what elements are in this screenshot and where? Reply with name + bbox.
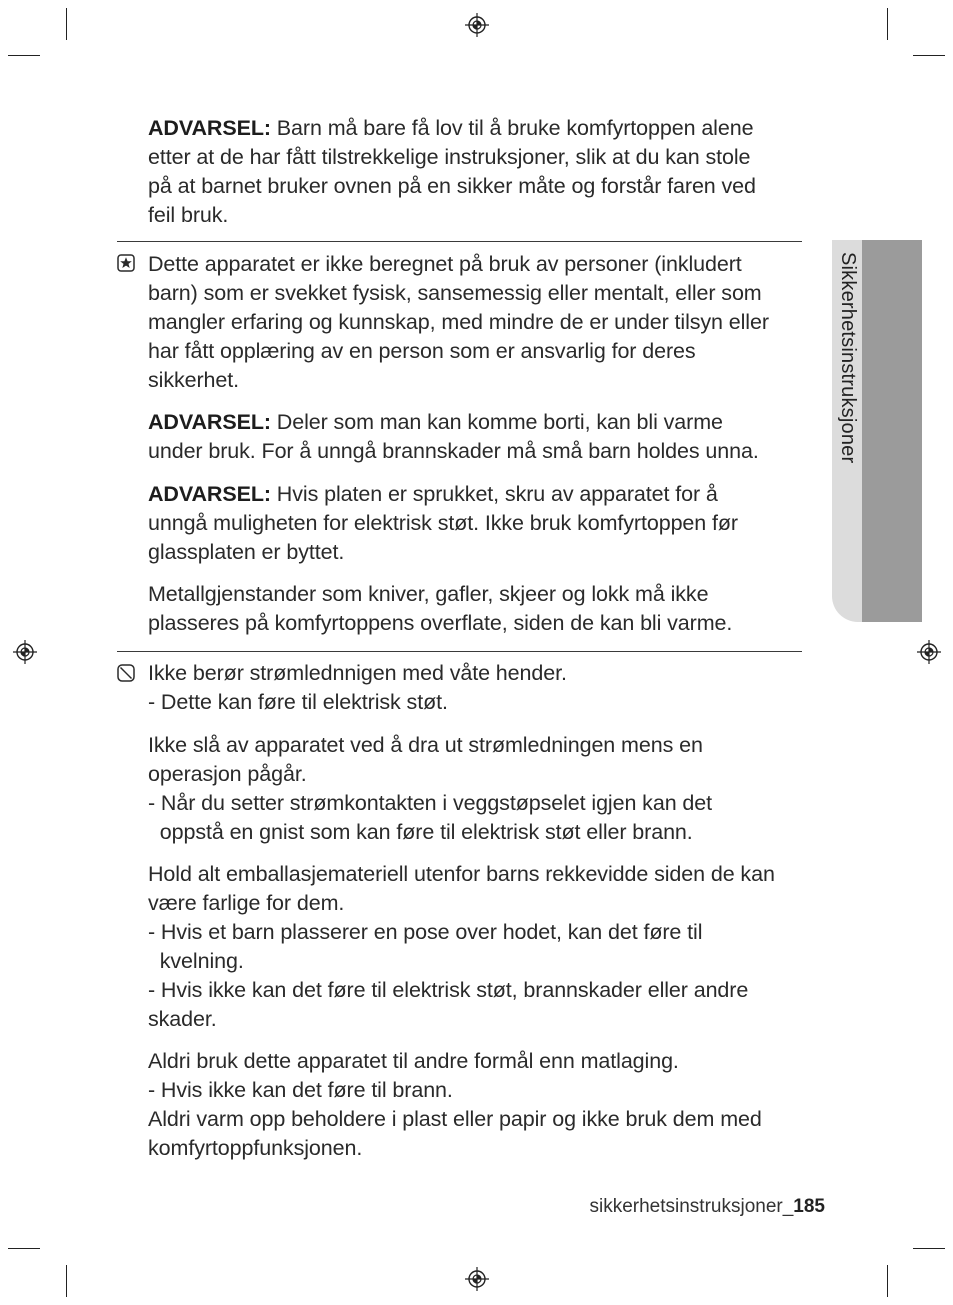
divider [117, 241, 802, 242]
registration-mark-icon [917, 640, 941, 664]
crop-mark [66, 1265, 67, 1297]
registration-mark-icon [13, 640, 37, 664]
registration-mark-icon [465, 13, 489, 37]
warning-paragraph [148, 480, 738, 567]
warning-paragraph [148, 114, 756, 230]
prohibition-paragraph [148, 860, 775, 1034]
warning-label: ADVARSEL: [148, 410, 271, 434]
text-line: komfyrtoppfunksjonen. [148, 1136, 363, 1160]
crop-mark [913, 1248, 945, 1249]
crop-mark [887, 1265, 888, 1297]
registration-mark-icon [465, 1267, 489, 1291]
warning-label: ADVARSEL: [148, 482, 271, 506]
text-line: Hvis platen er sprukket, skru av apparatet for å [270, 482, 718, 506]
text-line: Metallgjenstander som kniver, gafler, skjeer og lokk må ikke [148, 582, 709, 606]
text-line: - Hvis et barn plasserer en pose over hodet, kan det føre til [148, 920, 703, 944]
text-line: barn) som er svekket fysisk, sansemessig eller mentalt, eller som [148, 281, 762, 305]
text-line: Deler som man kan komme borti, kan bli varme [270, 410, 723, 434]
text-line: på at barnet bruker ovnen på en sikker måte og forstår faren ved [148, 174, 756, 198]
text-line: være farlige for dem. [148, 891, 345, 915]
text-line: oppstå en gnist som kan føre til elektrisk støt eller brann. [148, 820, 693, 844]
text-line: plasseres på komfyrtoppens overflate, siden de kan bli varme. [148, 611, 733, 635]
prohibition-paragraph [148, 1047, 762, 1163]
footer-section-name: sikkerhetsinstruksjoner_ [589, 1196, 794, 1217]
star-box-icon [117, 254, 135, 272]
text-line: Ikke berør strømlednnigen med våte hender. [148, 661, 567, 685]
text-line: - Når du setter strømkontakten i veggstøpselet igjen kan det [148, 791, 713, 815]
text-line: unngå muligheten for elektrisk støt. Ikke bruk komfyrtoppen før [148, 511, 738, 535]
text-line: skader. [148, 1007, 217, 1031]
crop-mark [66, 8, 67, 40]
text-line: feil bruk. [148, 203, 229, 227]
info-paragraph [148, 250, 769, 395]
prohibited-icon [117, 664, 135, 682]
prohibition-paragraph [148, 731, 712, 847]
text-line: mangler erfaring og kunnskap, med mindre de er under tilsyn eller [148, 310, 769, 334]
section-tab [832, 240, 922, 622]
text-line: sikkerhet. [148, 368, 240, 392]
text-line: under bruk. For å unngå brannskader må små barn holdes unna. [148, 439, 759, 463]
text-line: - Hvis ikke kan det føre til elektrisk støt, brannskader eller andre [148, 978, 749, 1002]
text-line: - Dette kan føre til elektrisk støt. [148, 690, 448, 714]
section-tab-label: Sikkerhetsinstruksjoner [837, 252, 859, 464]
prohibition-paragraph [148, 659, 567, 717]
text-line: har fått opplæring av en person som er ansvarlig for deres [148, 339, 696, 363]
text-line: Aldri bruk dette apparatet til andre formål enn matlaging. [148, 1049, 679, 1073]
text-line: glassplaten er byttet. [148, 540, 345, 564]
text-line: kvelning. [148, 949, 244, 973]
text-line: Barn må bare få lov til å bruke komfyrtoppen alene [270, 116, 754, 140]
page-number: 185 [793, 1196, 825, 1217]
crop-mark [913, 55, 945, 56]
warning-label: ADVARSEL: [148, 116, 271, 140]
crop-mark [8, 1248, 40, 1249]
divider [117, 651, 802, 652]
warning-paragraph [148, 408, 759, 466]
page-footer [589, 1196, 825, 1218]
crop-mark [8, 55, 40, 56]
text-line: Hold alt emballasjemateriell utenfor barns rekkevidde siden de kan [148, 862, 775, 886]
info-paragraph [148, 580, 732, 638]
section-tab-marker [862, 240, 922, 622]
text-line: Dette apparatet er ikke beregnet på bruk av personer (inkludert [148, 252, 742, 276]
text-line: etter at de har fått tilstrekkelige instruksjoner, slik at du kan stole [148, 145, 751, 169]
text-line: operasjon pågår. [148, 762, 307, 786]
text-line: Ikke slå av apparatet ved å dra ut strømledningen mens en [148, 733, 703, 757]
text-line: - Hvis ikke kan det føre til brann. [148, 1078, 453, 1102]
text-line: Aldri varm opp beholdere i plast eller papir og ikke bruk dem med [148, 1107, 762, 1131]
crop-mark [887, 8, 888, 40]
